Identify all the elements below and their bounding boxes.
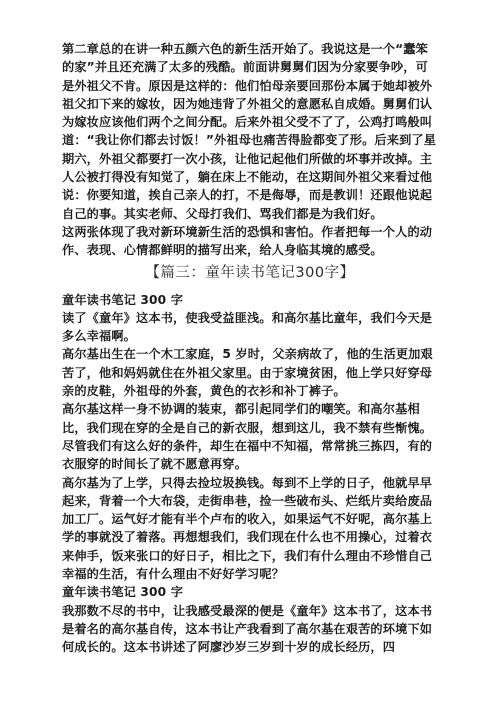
section-heading: 【篇三：童年读书笔记300字】 — [145, 264, 355, 281]
subtitle-two: 童年读书笔记 300 字 — [62, 585, 184, 600]
paragraph-school: 高尔基为了上学，只得去捡垃圾换钱。每到不上学的日子，他就早早起来，背着一个大布袋，走街串巷，捡一些破布头、烂纸片卖给废品加工厂。运气好才能有半个卢布的收入，如果运气不好呢，高尔基上学的事就没了着落。再想想我们，我们现在什么也不用操心，过着衣来伸手，饭来张口的好日子，相比之下，我们有什么理由不珍惜自己幸福的生活，有什么理由不好好学习呢？ — [62, 475, 433, 582]
paragraph-book: 我那数不尽的书中，让我感受最深的便是《童年》这本书了，这本书是着名的高尔基自传，这本书让产我看到了高尔基在艰苦的环境下如何成长的。这本书讲述了阿廖沙岁三岁到十岁的成长经历，四 — [62, 603, 433, 655]
paragraph-summary: 这两张体现了我对新环境新生活的恐惧和害怕。作者把每一个人的动作、表现、心情都鲜明的描写出来，给人身临其境的感受。 — [62, 224, 433, 258]
subtitle-one: 童年读书笔记 300 字 — [62, 292, 184, 307]
paragraph-intro: 读了《童年》这本书，使我受益匪浅。和高尔基比童年，我们今天是多么幸福啊。 — [62, 310, 433, 344]
paragraph-clothes: 高尔基这样一身不协调的装束，都引起同学们的嘲笑。和高尔基相比，我们现在穿的全是自己的新衣服，想到这儿，我不禁有些惭愧。尽管我们有这么好的条件，却生在福中不知福，常常挑三拣四，有的衣服穿的时间长了就不愿意再穿。 — [62, 402, 433, 472]
paragraph-family: 高尔基出生在一个木工家庭，5 岁时，父亲病故了，他的生活更加艰苦了，他和妈妈就住在外祖父家里。由于家境贫困，他上学只好穿母亲的皮鞋，外祖母的外套，黄色的衣衫和补丁裤子。 — [62, 347, 433, 399]
paragraph-chapter-two: 第二章总的在讲一种五颜六色的新生活开始了。我说这是一个“蠢笨的家”并且还充满了太多的残酷。前面讲舅舅们因为分家要争吵，可是外祖父不肯。原因是这样的：他们怕母亲要回那份本属于她却被外祖父扣下来的嫁妆，因为她违背了外祖父的意愿私自成婚。舅舅们认为嫁妆应该他们两个之间分配。后来外祖父受不了了，公鸡打鸣般叫道：“我让你们都去讨饭！”外祖母也痛苦得脸都变了形。后来到了星期六，外祖父都要打一次小孩，让他记起他们所做的坏事并改掉。主人公被打得没有知觉了，躺在床上不能动，在这期间外祖父来看过他说：你要知道，挨自己亲人的打，不是侮辱，而是教训！还跟他说起自己的事。其实老师、父母打我们、骂我们都是为我们好。 — [62, 42, 437, 221]
